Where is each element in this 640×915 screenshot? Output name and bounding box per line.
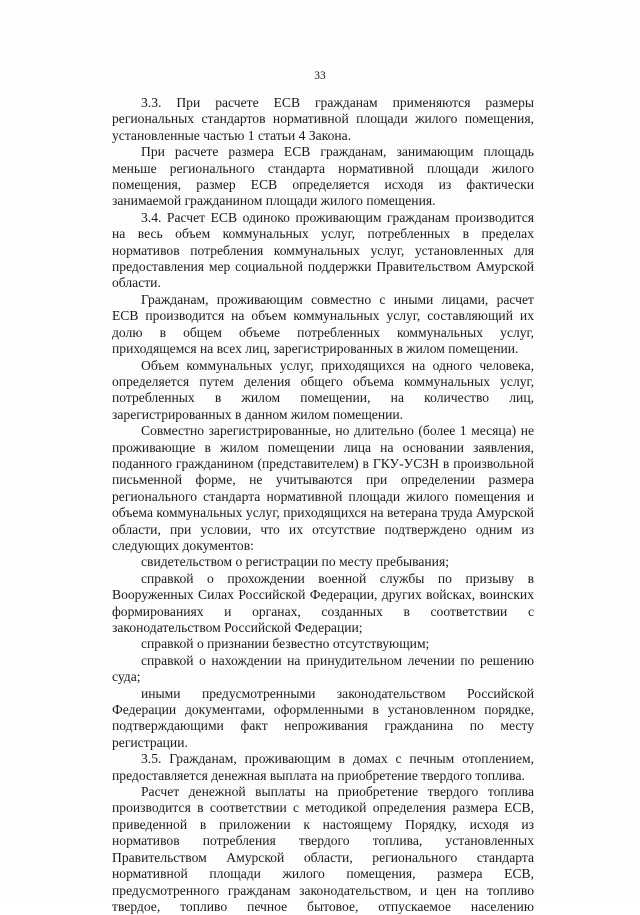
list-item-other-documents: иными предусмотренными законодательством Российской Федерации документами, оформленными в установленном порядке, подтверждающими факт непроживания гражданина по месту регистрации. xyxy=(112,685,534,750)
paragraph-shared-residence: Гражданам, проживающим совместно с иными лицами, расчет ЕСВ производится на объем коммунальных услуг, составляющий их долю в общем объеме потребленных коммунальных услуг, приходящемся на всех лиц, зарегистрированных в жилом помещении. xyxy=(112,291,534,357)
document-body xyxy=(112,95,534,915)
list-item-missing-person: справкой о признании безвестно отсутствующим; xyxy=(141,636,430,652)
paragraph-3-3: 3.3. При расчете ЕСВ гражданам применяются размеры региональных стандартов нормативной площади жилого помещения, установленные частью 1 статьи 4 Закона. xyxy=(112,95,534,143)
paragraph-per-person-volume: Объем коммунальных услуг, приходящихся на одного человека, определяется путем деления общего объема коммунальных услуг, потребленных в жилом помещении, на количество лиц, зарегистрированных в данном жилом помещении. xyxy=(112,357,534,422)
page-number: 33 xyxy=(314,70,326,82)
paragraph-3-5: 3.5. Гражданам, проживающим в домах с печным отоплением, предоставляется денежная выплата на приобретение твердого топлива. xyxy=(112,751,534,783)
paragraph-3-4: 3.4. Расчет ЕСВ одиноко проживающим гражданам производится на весь объем коммунальных услуг, потребленных в пределах нормативов потребления коммунальных услуг, установленных для предоставления мер социальной поддержки Правительством Амурской области. xyxy=(112,209,534,291)
list-item-registration-certificate: свидетельством о регистрации по месту пребывания; xyxy=(141,554,449,570)
paragraph-reduced-area: При расчете размера ЕСВ гражданам, занимающим площадь меньше регионального стандарта нормативной площади жилого помещения, размер ЕСВ определяется исходя из фактически занимаемой гражданином площади жилого помещения. xyxy=(112,144,534,209)
list-item-compulsory-treatment: справкой о нахождении на принудительном лечении по решению суда; xyxy=(112,652,534,685)
paragraph-fuel-payment: Расчет денежной выплаты на приобретение твердого топлива производится в соответствии с методикой определения размера ЕСВ, приведенной в приложении к настоящему Порядку, исходя из нормативов потребления твердого топлива, установленных Правительством Амурской области, регионального стандарта нормативной площади жилого помещения, размера ЕСВ, предусмотренного гражданам законодательством, и цен на топливо твердое, топливо печное бытовое, отпускаемое населению xyxy=(112,784,534,914)
list-item-military-service: справкой о прохождении военной службы по призыву в Вооруженных Силах Российской Федерации, других войсках, воинских формированиях и органах, созданных в соответствии с законодательством Российской Федерации; xyxy=(112,570,534,635)
paragraph-absent-residents: Совместно зарегистрированные, но длительно (более 1 месяца) не проживающие в жилом помещении лица на основании заявления, поданного гражданином (представителем) в ГКУ-УСЗН в произвольной письменной форме, не учитываются при определении размера регионального стандарта нормативной площади жилого помещения и объема коммунальных услуг, приходящихся на ветерана труда Амурской области, при условии, что их отсутствие подтверждено одним из следующих документов: xyxy=(112,423,534,553)
